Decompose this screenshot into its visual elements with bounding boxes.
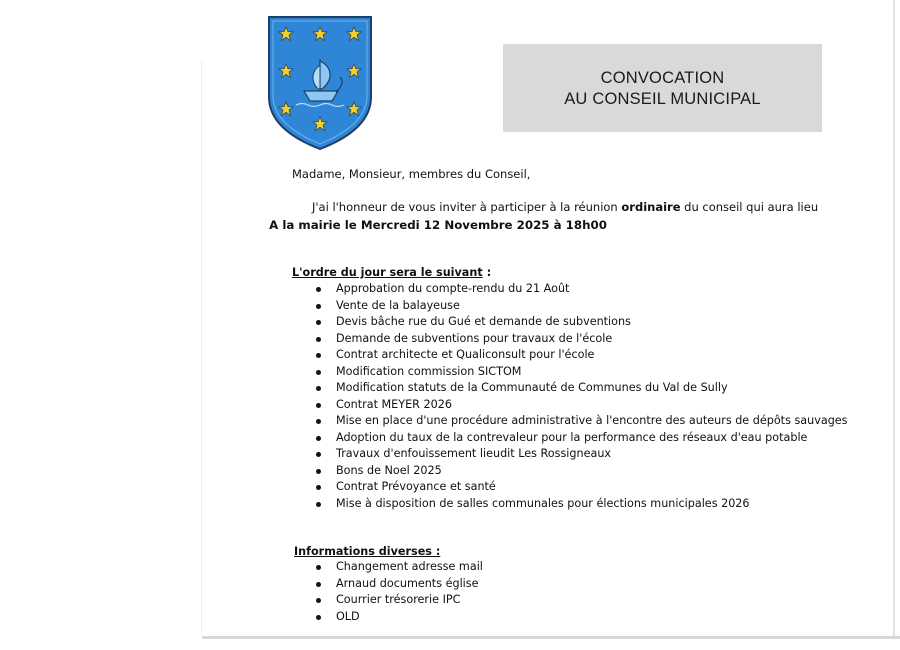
agenda-item — [316, 479, 848, 496]
page-edge-left — [201, 60, 202, 636]
bullet-icon — [316, 337, 321, 342]
info-item-text: OLD — [336, 609, 360, 623]
bullet-icon — [316, 565, 321, 570]
info-list — [316, 559, 483, 625]
invitation-text-start: J'ai l'honneur de vous inviter à participer à la réunion — [312, 200, 622, 214]
info-item — [316, 576, 483, 593]
bullet-icon — [316, 436, 321, 441]
agenda-item-text: Bons de Noel 2025 — [336, 463, 442, 477]
info-item-text: Arnaud documents église — [336, 576, 479, 590]
info-item — [316, 559, 483, 576]
info-item — [316, 592, 483, 609]
info-item-text: Courrier trésorerie IPC — [336, 593, 461, 606]
agenda-item — [316, 496, 848, 513]
agenda-item — [316, 364, 848, 381]
bullet-icon — [316, 615, 321, 620]
agenda-item-text: Mise en place d'une procédure administrative à l'encontre des auteurs de dépôts sauvages — [336, 414, 848, 427]
bullet-icon — [316, 386, 321, 391]
page-edge-right — [893, 0, 895, 636]
title-line-2: AU CONSEIL MUNICIPAL — [564, 90, 761, 108]
agenda-item — [316, 397, 848, 414]
agenda-item-text: Contrat Prévoyance et santé — [336, 480, 496, 493]
bullet-icon — [316, 370, 321, 375]
bullet-icon — [316, 598, 321, 603]
agenda-item-text: Contrat MEYER 2026 — [336, 397, 452, 411]
coat-of-arms-icon — [266, 15, 374, 151]
agenda-heading-colon: : — [482, 265, 492, 279]
bullet-icon — [316, 469, 321, 474]
title-line-1: CONVOCATION — [600, 69, 725, 87]
greeting: Madame, Monsieur, membres du Conseil, — [292, 167, 531, 181]
invitation-text-end: du conseil qui aura lieu — [680, 200, 819, 214]
agenda-item — [316, 430, 848, 447]
agenda-item-text: Adoption du taux de la contrevaleur pour la performance des réseaux d'eau potable — [336, 430, 808, 444]
agenda-item — [316, 298, 848, 315]
bullet-icon — [316, 304, 321, 309]
bullet-icon — [316, 502, 321, 507]
bullet-icon — [316, 287, 321, 292]
agenda-item-text: Approbation du compte-rendu du 21 Août — [336, 282, 570, 295]
agenda-heading-text: L'ordre du jour sera le suivant — [292, 266, 483, 279]
agenda-item — [316, 463, 848, 480]
agenda-item-text: Contrat architecte et Qualiconsult pour l'école — [336, 348, 595, 361]
bullet-icon — [316, 419, 321, 424]
agenda-heading — [292, 264, 491, 281]
bullet-icon — [316, 403, 321, 408]
info-item-text: Changement adresse mail — [336, 560, 483, 573]
agenda-item — [316, 281, 848, 298]
agenda-item — [316, 380, 848, 397]
agenda-item — [316, 413, 848, 430]
invitation-sentence — [312, 199, 818, 215]
bullet-icon — [316, 353, 321, 358]
agenda-item-text: Modification statuts de la Communauté de Communes du Val de Sully — [336, 381, 728, 394]
agenda-item-text: Travaux d'enfouissement lieudit Les Rossigneaux — [336, 447, 612, 460]
info-heading-text: Informations diverses : — [294, 545, 441, 558]
invitation-text-bold: ordinaire — [621, 200, 681, 214]
bullet-icon — [316, 485, 321, 490]
info-item — [316, 609, 483, 626]
agenda-item-text: Mise à disposition de salles communales pour élections municipales 2026 — [336, 496, 750, 510]
page-edge-bottom — [202, 636, 900, 639]
agenda-item — [316, 347, 848, 364]
agenda-item-text: Devis bâche rue du Gué et demande de subventions — [336, 315, 631, 328]
agenda-item-text: Vente de la balayeuse — [336, 298, 460, 312]
title-box — [503, 44, 822, 132]
agenda-item — [316, 314, 848, 331]
bullet-icon — [316, 582, 321, 587]
meeting-details: A la mairie le Mercredi 12 Novembre 2025 à 18h00 — [269, 218, 607, 232]
bullet-icon — [316, 452, 321, 457]
bullet-icon — [316, 320, 321, 325]
info-heading — [294, 543, 440, 560]
agenda-item-text: Modification commission SICTOM — [336, 364, 522, 378]
agenda-item — [316, 446, 848, 463]
agenda-item-text: Demande de subventions pour travaux de l'école — [336, 331, 613, 345]
agenda-list — [316, 281, 848, 512]
agenda-item — [316, 331, 848, 348]
